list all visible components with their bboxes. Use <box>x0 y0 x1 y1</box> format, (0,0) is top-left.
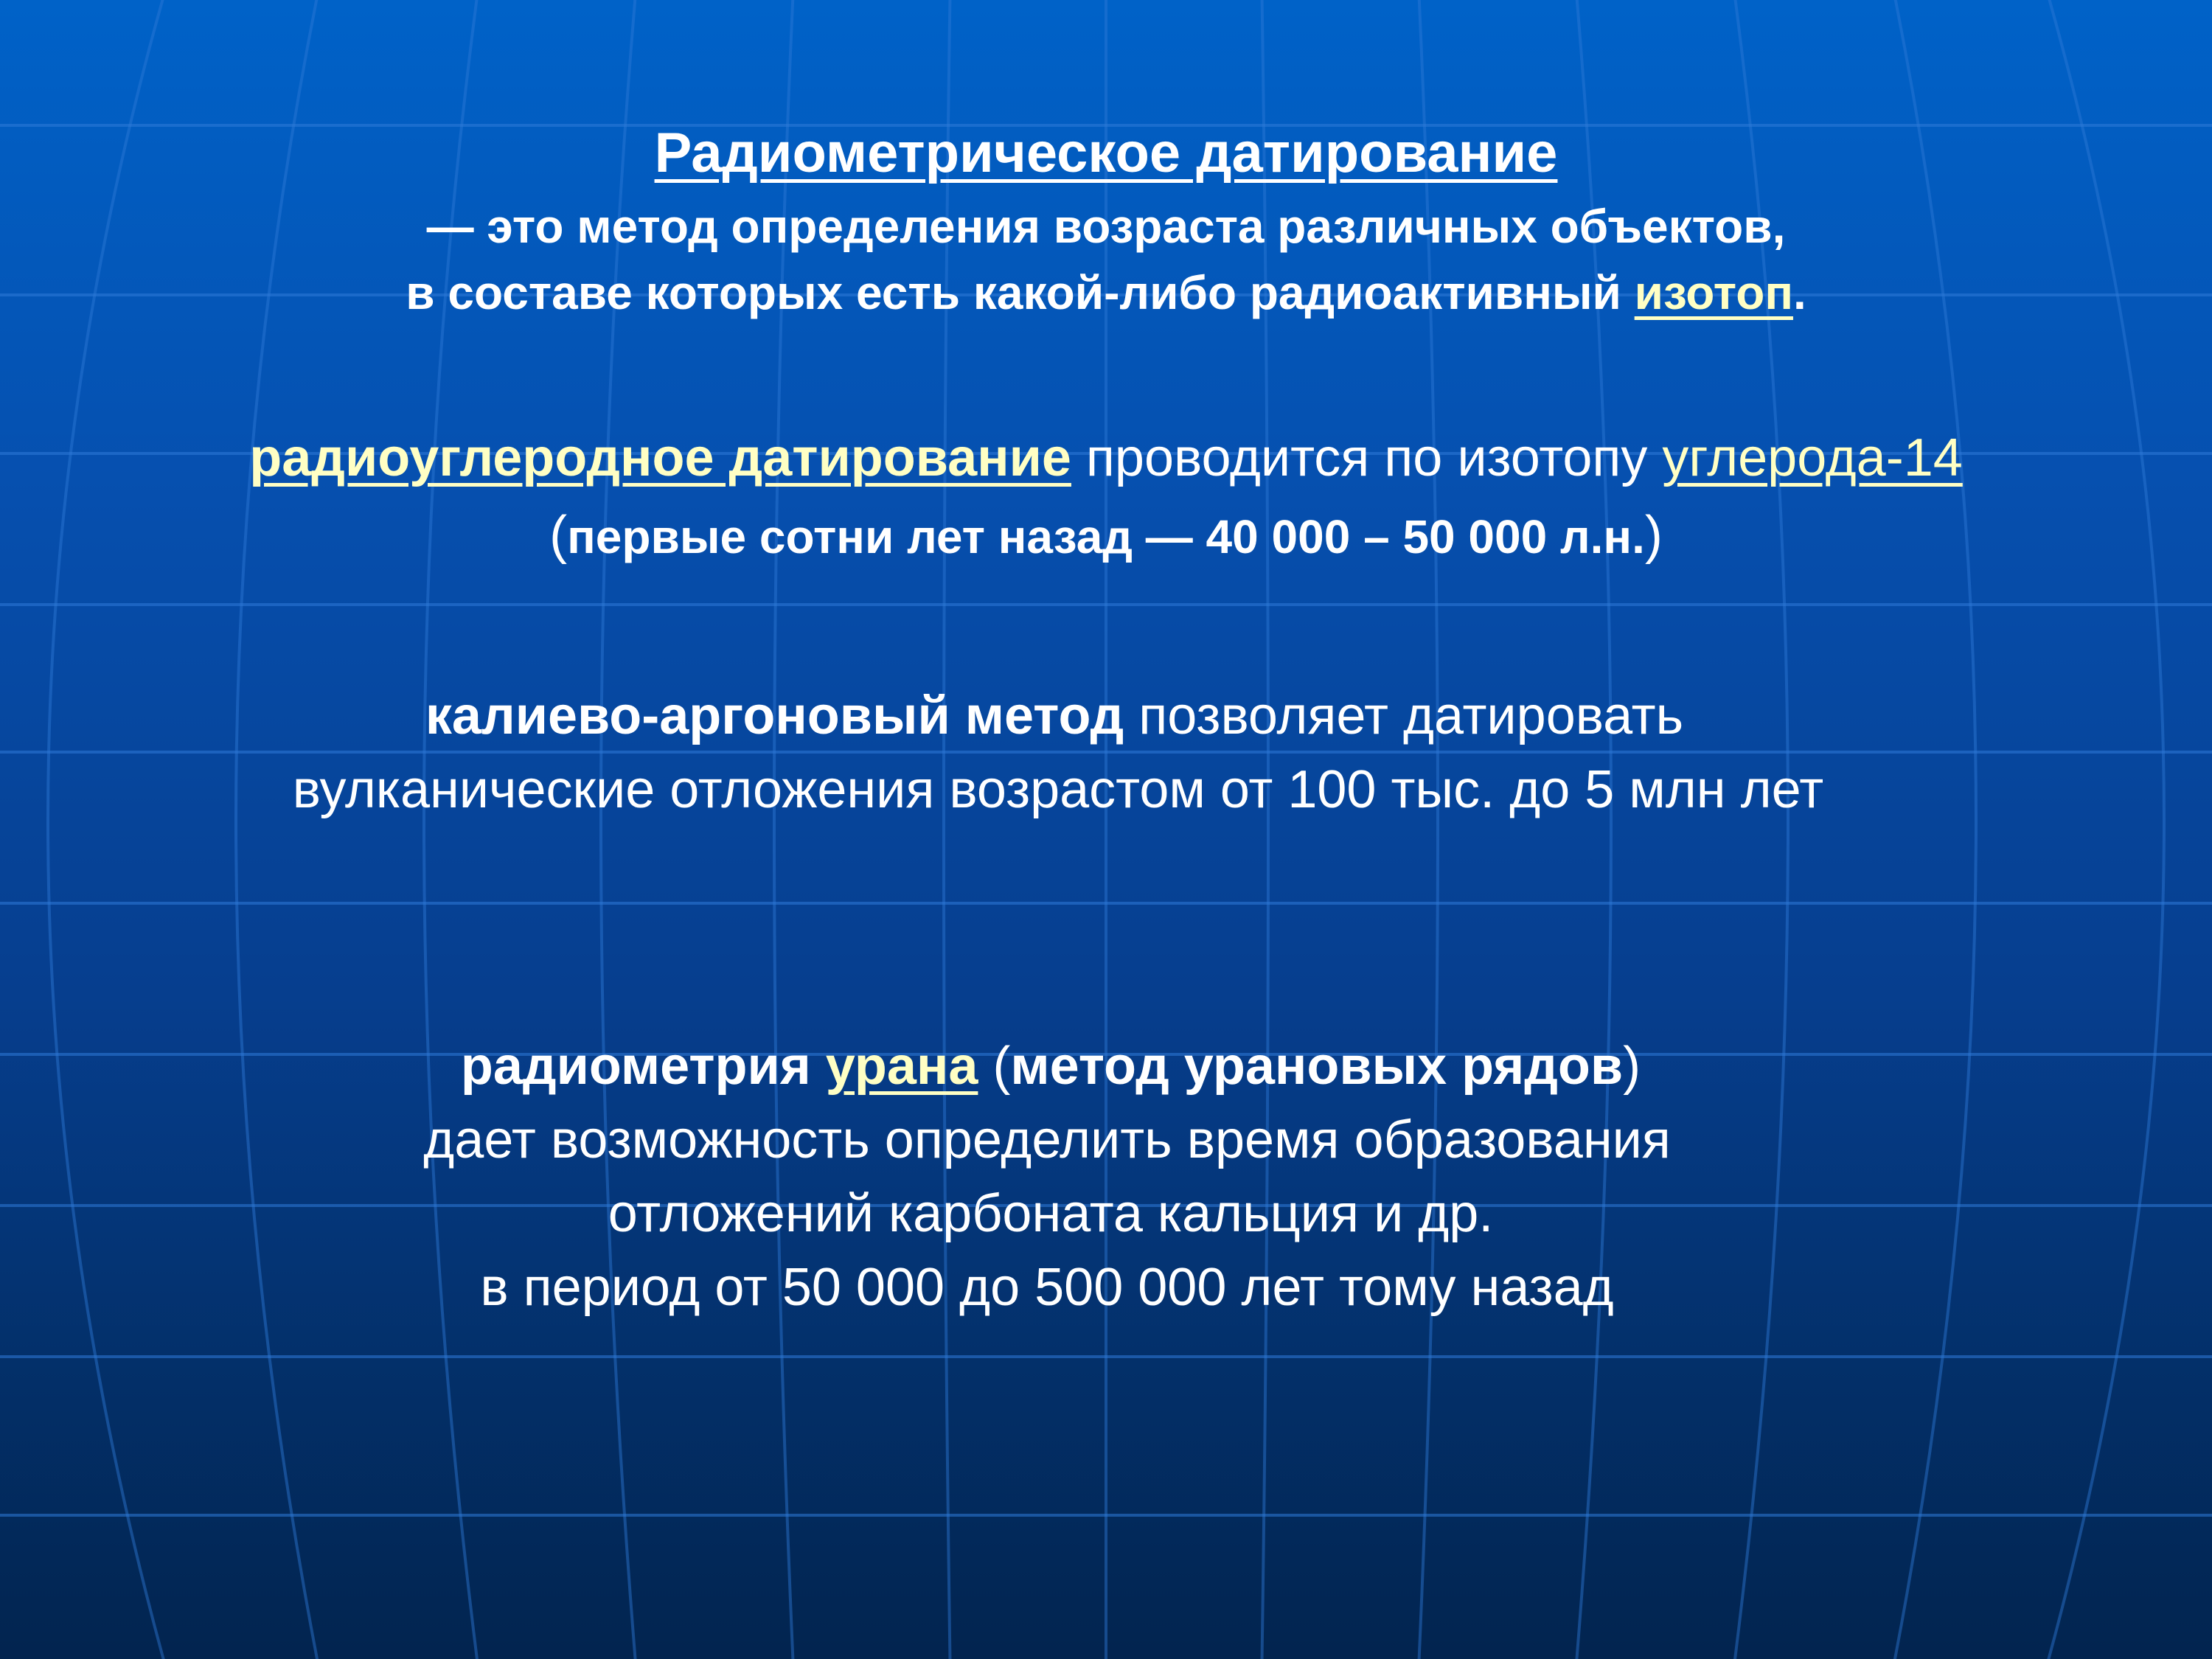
slide-title-row <box>0 122 2212 184</box>
uranium-text-4: в период от 50 000 до 500 000 лет тому назад <box>480 1258 1614 1317</box>
uranium-line-1 <box>0 1037 2157 1096</box>
kar-line-1 <box>0 686 2160 745</box>
radiocarbon-paren-close: ) <box>1644 506 1663 565</box>
uranium-link[interactable]: урана <box>825 1037 978 1096</box>
kar-line-2 <box>0 760 2164 819</box>
definition-line-2 <box>0 266 2212 319</box>
uranium-text-3: отложений карбоната кальция и др. <box>608 1184 1494 1243</box>
isotope-link[interactable]: изотоп <box>1634 266 1793 319</box>
kar-text-2: вулканические отложения возрастом от 100 тыс. до 5 млн лет <box>292 760 1824 819</box>
kar-text: позволяет датировать <box>1124 686 1684 745</box>
definition-period: . <box>1792 266 1806 319</box>
radiocarbon-paren-open: ( <box>549 506 568 565</box>
radiocarbon-line-2 <box>0 506 2212 565</box>
uranium-text-2: дает возможность определить время образования <box>423 1110 1671 1169</box>
kar-term: калиево-аргоновый метод <box>425 686 1124 745</box>
uranium-term: радиометрия <box>460 1037 826 1096</box>
definition-line-1 <box>0 200 2212 253</box>
uranium-line-3 <box>0 1184 2157 1243</box>
uranium-method: метод урановых рядов <box>1010 1037 1624 1096</box>
radiocarbon-range: первые сотни лет назад — 40 000 – 50 000 л.н. <box>567 510 1645 563</box>
definition-text-2: в составе которых есть какой-либо радиоактивный <box>406 266 1635 319</box>
carbon14-link[interactable]: углерода-14 <box>1662 428 1963 487</box>
radiocarbon-line-1 <box>0 428 2212 487</box>
radiocarbon-text: проводится по изотопу <box>1071 428 1663 487</box>
uranium-paren-open: ( <box>978 1037 1011 1096</box>
uranium-paren-close: ) <box>1623 1037 1641 1096</box>
definition-text-1: — это метод определения возраста различных объектов, <box>426 200 1786 253</box>
uranium-line-2 <box>0 1110 2153 1169</box>
slide-title: Радиометрическое датирование <box>654 122 1558 184</box>
radiocarbon-term-link[interactable]: радиоуглеродное датирование <box>249 428 1071 487</box>
uranium-line-4 <box>0 1258 2153 1317</box>
